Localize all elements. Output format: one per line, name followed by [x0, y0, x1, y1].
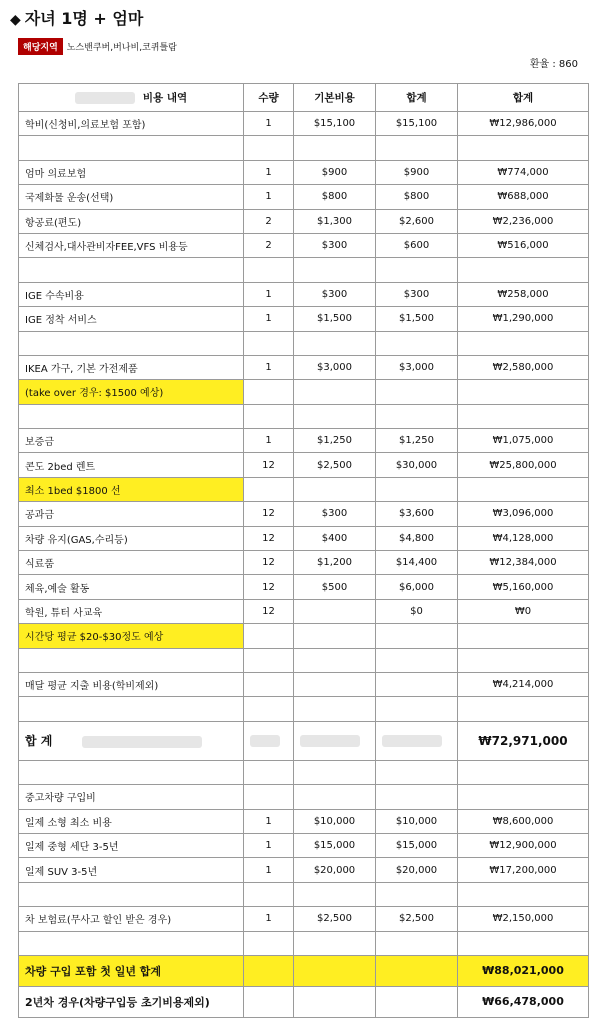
table-row — [19, 502, 589, 526]
blurred-mark — [82, 736, 202, 748]
row-base — [294, 404, 376, 428]
row-base: $1,500 — [294, 307, 376, 331]
row-label: 엄마 의료보험 — [19, 160, 244, 184]
row-krw: ₩2,580,000 — [458, 355, 589, 379]
row-krw — [458, 331, 589, 355]
row-label: 일제 소형 최소 비용 — [19, 809, 244, 833]
table-row — [19, 599, 589, 623]
row-krw: ₩25,800,000 — [458, 453, 589, 477]
blurred-mark — [75, 92, 135, 104]
row-usd: $2,600 — [376, 209, 458, 233]
table-row — [19, 112, 589, 136]
row-usd — [376, 624, 458, 648]
row-krw: ₩17,200,000 — [458, 858, 589, 882]
row-qty: 12 — [244, 502, 294, 526]
table-row — [19, 160, 589, 184]
row-base: $2,500 — [294, 907, 376, 931]
row-usd: $30,000 — [376, 453, 458, 477]
header-qty: 수량 — [244, 84, 294, 112]
row-base — [294, 672, 376, 696]
row-usd — [376, 477, 458, 501]
row-qty — [244, 404, 294, 428]
table-row — [19, 551, 589, 575]
row-usd: $2,500 — [376, 907, 458, 931]
row-usd: $3,600 — [376, 502, 458, 526]
header-base: 기본비용 — [294, 84, 376, 112]
row-usd — [376, 882, 458, 906]
row-krw: ₩258,000 — [458, 282, 589, 306]
row-base — [294, 380, 376, 404]
page-title: ◆ 자녀 1명 + 엄마 — [10, 9, 144, 28]
table-row — [19, 785, 589, 809]
row-label — [19, 258, 244, 282]
row-label: 식료품 — [19, 551, 244, 575]
table-row — [19, 575, 589, 599]
row-usd — [376, 648, 458, 672]
row-base: $10,000 — [294, 809, 376, 833]
table-row — [19, 907, 589, 931]
region-badge: 해당지역 — [18, 38, 63, 55]
table-row — [19, 233, 589, 257]
row-label: 보증금 — [19, 429, 244, 453]
row-usd: $600 — [376, 233, 458, 257]
row-krw: ₩1,290,000 — [458, 307, 589, 331]
row-label: 최소 1bed $1800 선 — [19, 477, 244, 501]
row-krw: ₩4,128,000 — [458, 526, 589, 550]
grand-total-label: 차량 구입 포함 첫 일년 합계 — [19, 955, 244, 986]
row-krw: ₩12,900,000 — [458, 833, 589, 857]
table-header-row — [19, 84, 589, 112]
exchange-rate: 환율 : 860 — [529, 59, 578, 70]
row-label: 매달 평균 지출 비용(학비제외) — [19, 672, 244, 696]
row-krw: ₩2,236,000 — [458, 209, 589, 233]
row-base — [294, 785, 376, 809]
row-label — [19, 404, 244, 428]
row-qty — [244, 136, 294, 160]
row-label: 공과금 — [19, 502, 244, 526]
row-krw: ₩12,986,000 — [458, 112, 589, 136]
row-label — [19, 931, 244, 955]
row-qty: 1 — [244, 282, 294, 306]
row-krw — [458, 697, 589, 721]
row-base — [294, 931, 376, 955]
row-base — [294, 258, 376, 282]
row-krw: ₩1,075,000 — [458, 429, 589, 453]
cost-table — [18, 83, 589, 1018]
table-row — [19, 331, 589, 355]
row-label: 체육,예술 활동 — [19, 575, 244, 599]
table-row — [19, 760, 589, 784]
row-usd: $3,000 — [376, 355, 458, 379]
row-krw: ₩5,160,000 — [458, 575, 589, 599]
row-usd — [376, 404, 458, 428]
row-krw — [458, 404, 589, 428]
row-krw: ₩516,000 — [458, 233, 589, 257]
row-base — [294, 599, 376, 623]
row-usd — [376, 672, 458, 696]
row-base — [294, 477, 376, 501]
total-krw: ₩72,971,000 — [458, 721, 589, 760]
row-qty: 1 — [244, 307, 294, 331]
row-base: $400 — [294, 526, 376, 550]
row-usd: $1,250 — [376, 429, 458, 453]
header-sum-krw: 합계 — [458, 84, 589, 112]
row-label: 시간당 평균 $20-$30정도 예상 — [19, 624, 244, 648]
row-qty — [244, 380, 294, 404]
row-usd: $0 — [376, 599, 458, 623]
total-label: 합 계 — [19, 721, 244, 760]
table-row — [19, 477, 589, 501]
row-qty — [244, 624, 294, 648]
table-row — [19, 258, 589, 282]
row-krw: ₩0 — [458, 599, 589, 623]
row-label: IGE 정착 서비스 — [19, 307, 244, 331]
row-krw — [458, 136, 589, 160]
row-krw — [458, 931, 589, 955]
row-qty — [244, 477, 294, 501]
row-usd — [376, 697, 458, 721]
row-qty: 1 — [244, 809, 294, 833]
row-qty: 12 — [244, 551, 294, 575]
row-krw — [458, 785, 589, 809]
table-row — [19, 931, 589, 955]
row-label: 항공료(편도) — [19, 209, 244, 233]
row-base: $15,000 — [294, 833, 376, 857]
second-year-label: 2년차 경우(차량구입등 초기비용제외) — [19, 986, 244, 1017]
table-row — [19, 648, 589, 672]
table-row — [19, 380, 589, 404]
second-year-krw: ₩66,478,000 — [458, 986, 589, 1017]
row-krw — [458, 760, 589, 784]
row-qty: 12 — [244, 599, 294, 623]
row-usd: $15,000 — [376, 833, 458, 857]
row-qty: 1 — [244, 858, 294, 882]
row-qty — [244, 760, 294, 784]
row-usd: $15,100 — [376, 112, 458, 136]
table-row — [19, 429, 589, 453]
row-base: $300 — [294, 233, 376, 257]
table-row — [19, 209, 589, 233]
row-qty — [244, 882, 294, 906]
row-krw: ₩3,096,000 — [458, 502, 589, 526]
row-base — [294, 136, 376, 160]
row-base: $3,000 — [294, 355, 376, 379]
table-row — [19, 624, 589, 648]
row-label — [19, 760, 244, 784]
row-krw — [458, 624, 589, 648]
table-row — [19, 307, 589, 331]
row-qty — [244, 931, 294, 955]
row-qty: 1 — [244, 112, 294, 136]
table-row — [19, 672, 589, 696]
row-label: 국제화물 운송(선택) — [19, 185, 244, 209]
header-item: 비용 내역 — [19, 84, 244, 112]
row-label — [19, 136, 244, 160]
grand-total-krw: ₩88,021,000 — [458, 955, 589, 986]
row-qty — [244, 331, 294, 355]
table-row — [19, 809, 589, 833]
row-krw: ₩774,000 — [458, 160, 589, 184]
row-label: 일제 SUV 3-5년 — [19, 858, 244, 882]
region-line — [18, 38, 177, 55]
row-krw — [458, 477, 589, 501]
row-label — [19, 648, 244, 672]
table-row — [19, 858, 589, 882]
row-base: $900 — [294, 160, 376, 184]
row-qty: 12 — [244, 526, 294, 550]
row-base: $800 — [294, 185, 376, 209]
row-qty: 1 — [244, 355, 294, 379]
row-usd: $300 — [376, 282, 458, 306]
row-label: 일제 중형 세단 3-5년 — [19, 833, 244, 857]
table-row — [19, 136, 589, 160]
row-usd — [376, 931, 458, 955]
row-usd — [376, 380, 458, 404]
row-base: $2,500 — [294, 453, 376, 477]
row-label: 신체검사,대사관비자FEE,VFS 비용등 — [19, 233, 244, 257]
row-qty: 1 — [244, 907, 294, 931]
row-label: 차량 유지(GAS,수리등) — [19, 526, 244, 550]
row-krw — [458, 648, 589, 672]
row-qty — [244, 672, 294, 696]
table-row — [19, 453, 589, 477]
row-usd: $10,000 — [376, 809, 458, 833]
row-base: $1,200 — [294, 551, 376, 575]
row-label — [19, 697, 244, 721]
row-label: 학원, 튜터 사교육 — [19, 599, 244, 623]
table-row — [19, 282, 589, 306]
row-base: $500 — [294, 575, 376, 599]
row-qty: 1 — [244, 185, 294, 209]
row-krw: ₩4,214,000 — [458, 672, 589, 696]
row-usd: $800 — [376, 185, 458, 209]
row-qty — [244, 697, 294, 721]
row-krw: ₩2,150,000 — [458, 907, 589, 931]
second-year-row — [19, 986, 589, 1017]
row-base — [294, 624, 376, 648]
row-label: IKEA 가구, 기본 가전제품 — [19, 355, 244, 379]
row-usd: $6,000 — [376, 575, 458, 599]
grand-total-row — [19, 955, 589, 986]
row-label: 콘도 2bed 렌트 — [19, 453, 244, 477]
row-qty — [244, 258, 294, 282]
row-base — [294, 882, 376, 906]
row-base — [294, 331, 376, 355]
header-sum-usd: 합계 — [376, 84, 458, 112]
total-row — [19, 721, 589, 760]
row-base: $1,250 — [294, 429, 376, 453]
row-base — [294, 697, 376, 721]
row-krw: ₩688,000 — [458, 185, 589, 209]
row-qty — [244, 648, 294, 672]
table-row — [19, 185, 589, 209]
row-label: (take over 경우: $1500 예상) — [19, 380, 244, 404]
row-krw — [458, 380, 589, 404]
row-base: $1,300 — [294, 209, 376, 233]
row-usd: $4,800 — [376, 526, 458, 550]
row-label: IGE 수속비용 — [19, 282, 244, 306]
row-base — [294, 760, 376, 784]
table-row — [19, 526, 589, 550]
row-usd: $20,000 — [376, 858, 458, 882]
row-label — [19, 882, 244, 906]
row-usd — [376, 136, 458, 160]
row-usd: $900 — [376, 160, 458, 184]
row-qty: 12 — [244, 575, 294, 599]
table-row — [19, 833, 589, 857]
row-qty: 1 — [244, 429, 294, 453]
table-row — [19, 697, 589, 721]
row-base — [294, 648, 376, 672]
row-qty: 12 — [244, 453, 294, 477]
row-base: $300 — [294, 502, 376, 526]
row-label: 학비(신청비,의료보험 포함) — [19, 112, 244, 136]
row-usd — [376, 785, 458, 809]
row-base: $300 — [294, 282, 376, 306]
row-usd — [376, 760, 458, 784]
row-qty: 2 — [244, 209, 294, 233]
row-base: $15,100 — [294, 112, 376, 136]
row-base: $20,000 — [294, 858, 376, 882]
row-label — [19, 331, 244, 355]
row-qty: 1 — [244, 833, 294, 857]
row-usd — [376, 258, 458, 282]
row-usd — [376, 331, 458, 355]
row-krw — [458, 882, 589, 906]
row-usd: $14,400 — [376, 551, 458, 575]
row-krw — [458, 258, 589, 282]
table-row — [19, 882, 589, 906]
row-usd: $1,500 — [376, 307, 458, 331]
row-label: 중고차량 구입비 — [19, 785, 244, 809]
row-label: 차 보험료(무사고 할인 받은 경우) — [19, 907, 244, 931]
diamond-icon: ◆ — [10, 12, 21, 28]
row-qty — [244, 785, 294, 809]
table-row — [19, 404, 589, 428]
row-qty: 2 — [244, 233, 294, 257]
region-text: 노스밴쿠버,버나비,코퀴틀람 — [66, 43, 177, 53]
row-krw: ₩12,384,000 — [458, 551, 589, 575]
table-row — [19, 355, 589, 379]
row-qty: 1 — [244, 160, 294, 184]
row-krw: ₩8,600,000 — [458, 809, 589, 833]
